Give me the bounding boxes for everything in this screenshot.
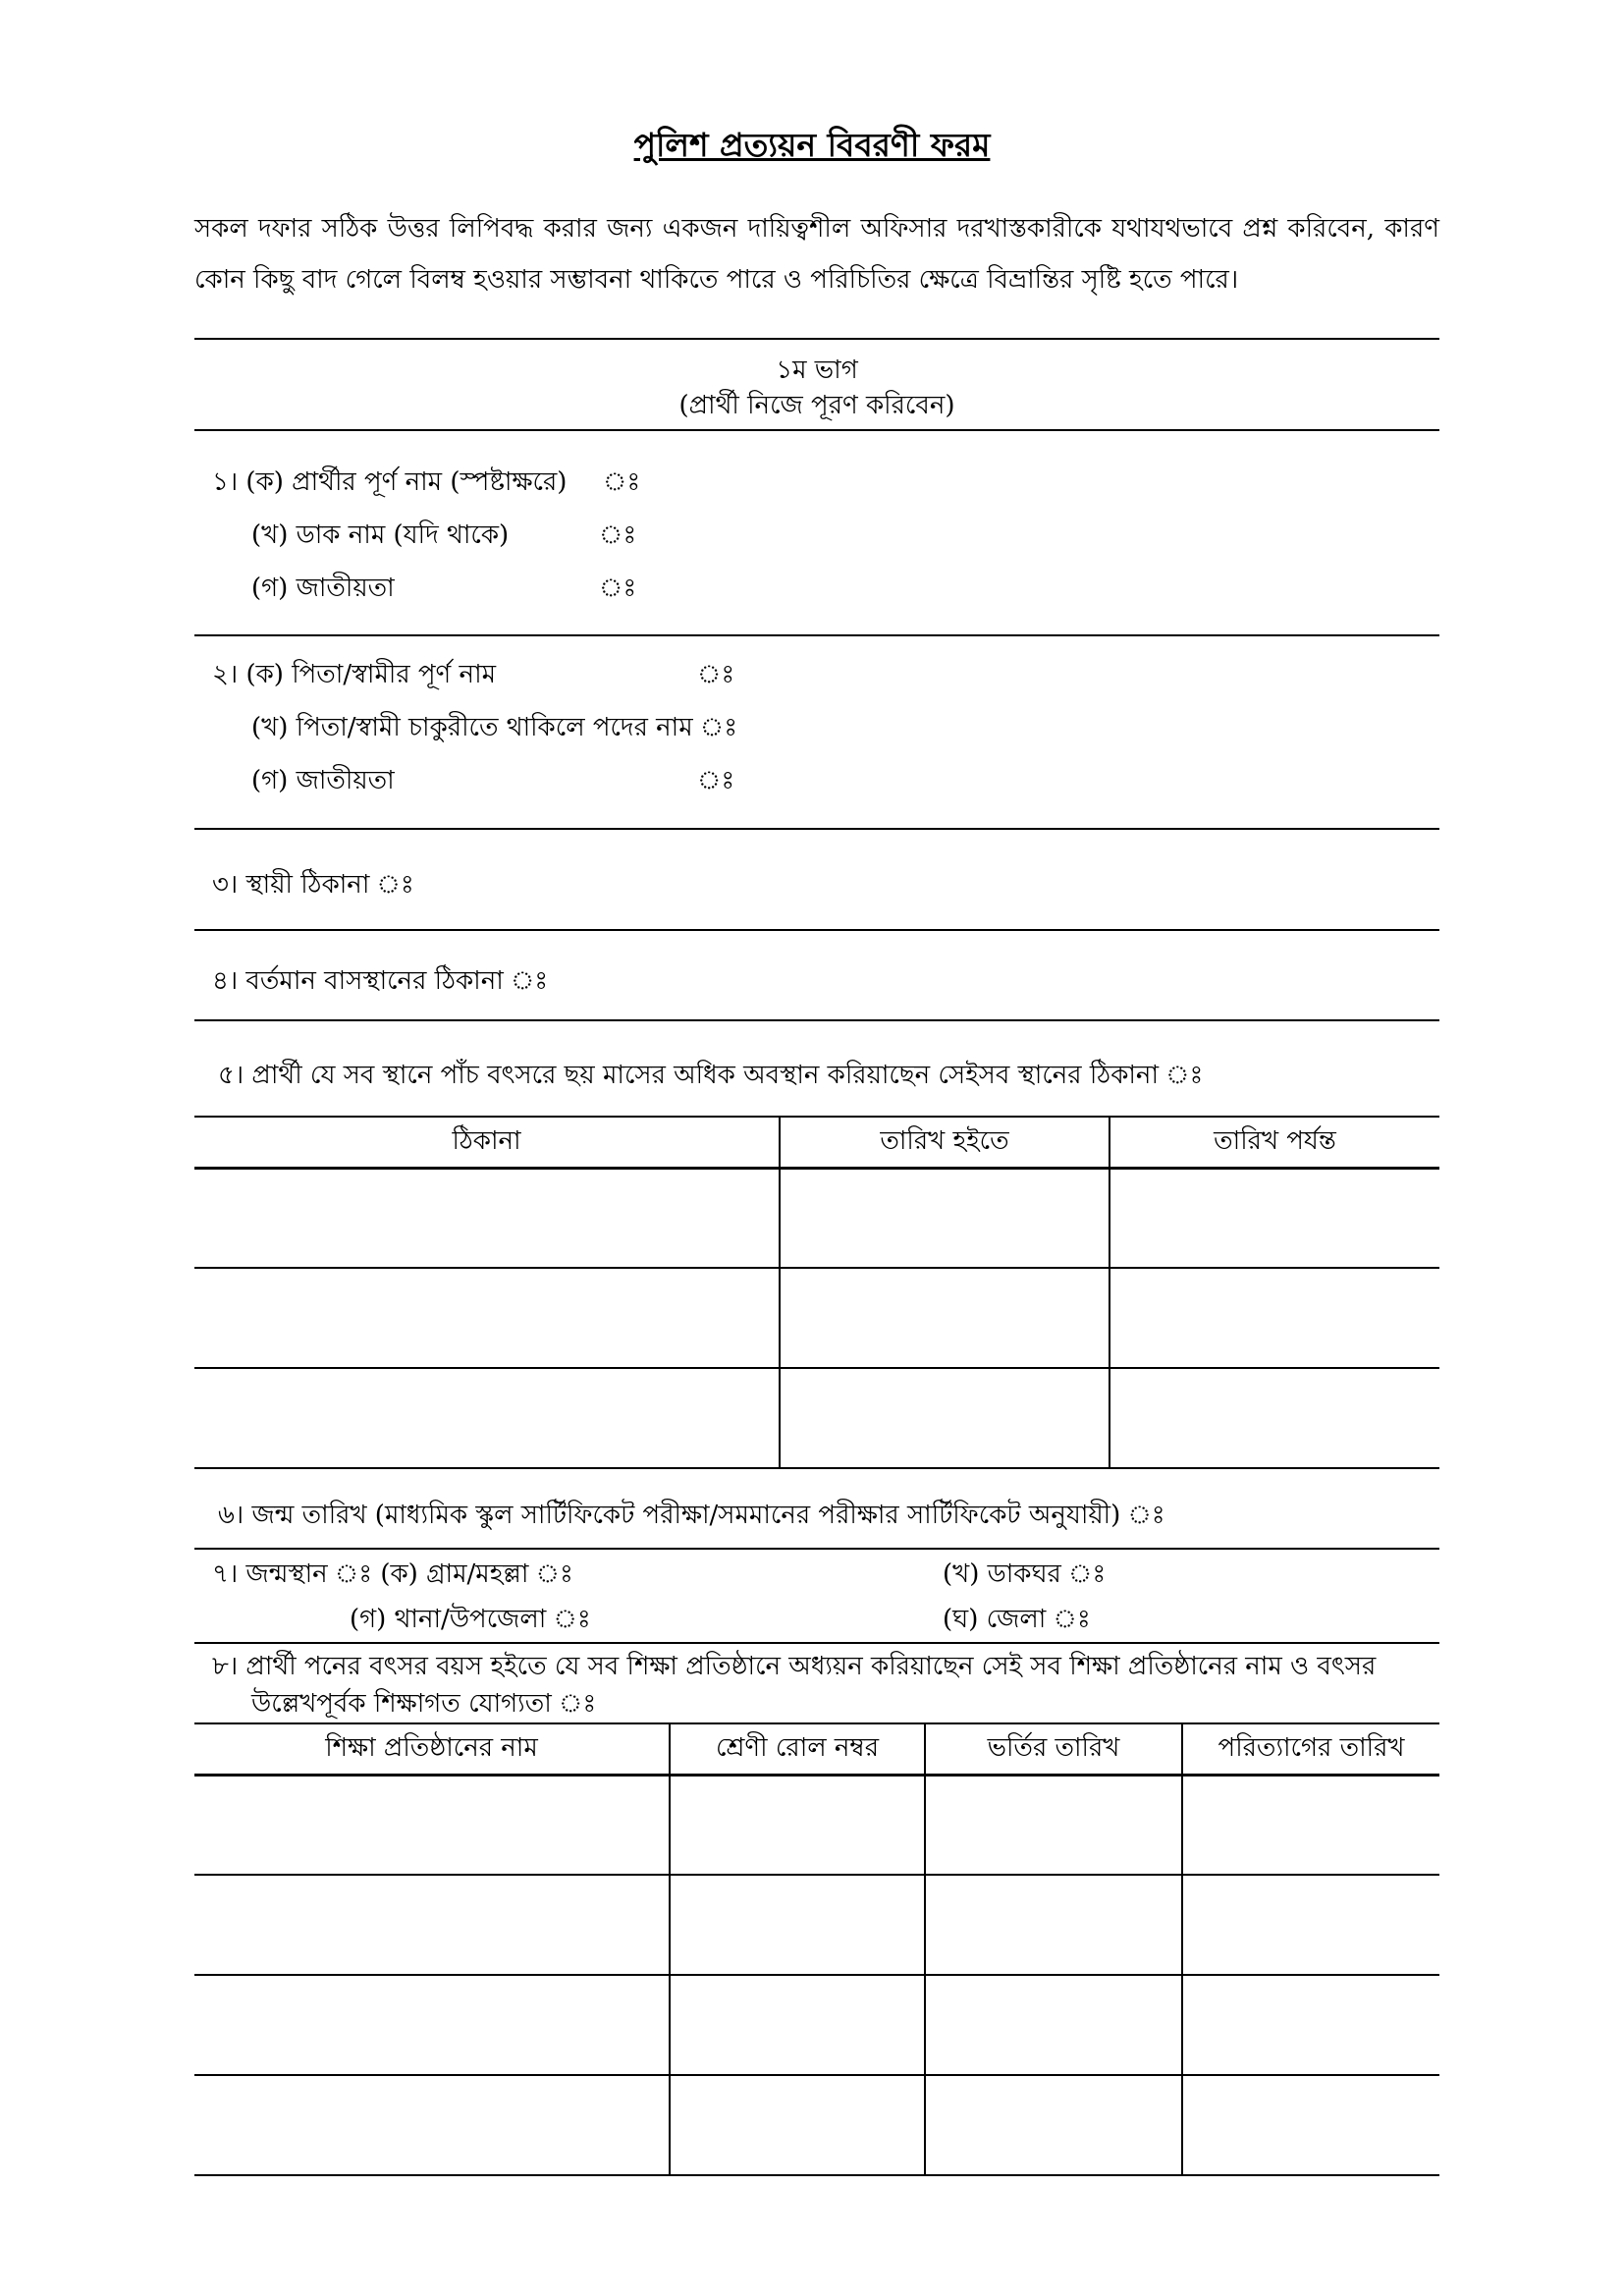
table-cell[interactable] xyxy=(194,2075,670,2175)
table-cell[interactable] xyxy=(670,1875,925,1975)
q5-residence-label: ৫। প্রার্থী যে সব স্থানে পাঁচ বৎসরে ছয় মাসের অধিক অবস্থান করিয়াছেন সেইসব স্থানের ঠিকানা ঃ xyxy=(218,1061,1204,1090)
q7-thana-label: (গ) থানা/উপজেলা ঃ xyxy=(350,1605,591,1634)
divider xyxy=(194,1019,1439,1021)
q8-education-label-line-2: উল্লেখপূর্বক শিক্ষাগত যোগ্যতা ঃ xyxy=(251,1689,597,1719)
divider xyxy=(194,828,1439,830)
table-cell[interactable] xyxy=(194,1775,670,1875)
table-cell[interactable] xyxy=(1182,2075,1439,2175)
form-title: পুলিশ প্রত্যয়ন বিবরণী ফরম xyxy=(633,126,991,164)
q8-education-label-line-1: ৮। প্রার্থী পনের বৎসর বয়স হইতে যে সব শিক্ষা প্রতিষ্ঠানে অধ্যয়ন করিয়াছেন সেই সব শিক্ষা প্রতিষ্ঠানের নাম ও বৎসর xyxy=(212,1652,1377,1681)
divider xyxy=(194,929,1439,931)
residence-table xyxy=(194,1116,1439,1469)
table-cell[interactable] xyxy=(780,1368,1110,1468)
table-row xyxy=(194,1368,1439,1468)
table-row xyxy=(194,1975,1439,2075)
table-cell[interactable] xyxy=(925,1875,1182,1975)
q7-district-label: (ঘ) জেলা ঃ xyxy=(943,1605,1091,1634)
q3-permanent-address-label: ৩। স্থায়ী ঠিকানা ঃ xyxy=(212,870,414,900)
table-row xyxy=(194,1268,1439,1368)
q1-nationality-label: (গ) জাতীয়তা xyxy=(251,574,395,603)
divider xyxy=(194,1548,1439,1550)
table-cell[interactable] xyxy=(194,1368,780,1468)
table-cell[interactable] xyxy=(925,1775,1182,1875)
table-cell[interactable] xyxy=(1182,1975,1439,2075)
education-header-class-roll: শ্রেণী রোল নম্বর xyxy=(670,1723,925,1775)
table-cell[interactable] xyxy=(1110,1268,1439,1368)
q1-nickname-label: (খ) ডাক নাম (যদি থাকে) xyxy=(251,520,510,550)
table-cell[interactable] xyxy=(194,1975,670,2075)
table-cell[interactable] xyxy=(670,2075,925,2175)
education-header-leaving-date: পরিত্যাগের তারিখ xyxy=(1182,1723,1439,1775)
table-row xyxy=(194,1775,1439,1875)
table-cell[interactable] xyxy=(670,1975,925,2075)
table-cell[interactable] xyxy=(925,2075,1182,2175)
table-cell[interactable] xyxy=(780,1168,1110,1268)
education-table xyxy=(194,1722,1439,2176)
q7-village-label: ৭। জন্মস্থান ঃ (ক) গ্রাম/মহল্লা ঃ xyxy=(212,1559,573,1589)
divider xyxy=(194,1642,1439,1644)
q1-full-name-colon: ঃ xyxy=(603,467,641,497)
q2-nationality-colon: ঃ xyxy=(697,766,735,795)
table-row xyxy=(194,1168,1439,1268)
q1-full-name-label: ১। (ক) প্রার্থীর পূর্ণ নাম (স্পষ্টাক্ষরে) xyxy=(212,467,568,497)
table-cell[interactable] xyxy=(670,1775,925,1875)
table-cell[interactable] xyxy=(780,1268,1110,1368)
education-header-admission-date: ভর্তির তারিখ xyxy=(925,1723,1182,1775)
residence-header-from-date: তারিখ হইতে xyxy=(780,1117,1110,1168)
residence-header-to-date: তারিখ পর্যন্ত xyxy=(1110,1117,1439,1168)
table-cell[interactable] xyxy=(1110,1168,1439,1268)
education-header-institution: শিক্ষা প্রতিষ্ঠানের নাম xyxy=(194,1723,670,1775)
q2-father-post-label: (খ) পিতা/স্বামী চাকুরীতে থাকিলে পদের নাম ঃ xyxy=(251,713,738,742)
q2-father-name-colon: ঃ xyxy=(697,660,735,689)
table-cell[interactable] xyxy=(1182,1775,1439,1875)
residence-header-address: ঠিকানা xyxy=(194,1117,780,1168)
q4-present-address-label: ৪। বর্তমান বাসস্থানের ঠিকানা ঃ xyxy=(212,966,549,996)
table-cell[interactable] xyxy=(1110,1368,1439,1468)
divider xyxy=(194,338,1439,340)
table-cell[interactable] xyxy=(194,1268,780,1368)
part-title: ১ম ভাগ xyxy=(776,355,858,385)
q2-nationality-label: (গ) জাতীয়তা xyxy=(251,766,395,795)
q7-post-office-label: (খ) ডাকঘর ঃ xyxy=(943,1559,1107,1589)
table-cell[interactable] xyxy=(194,1168,780,1268)
table-cell[interactable] xyxy=(925,1975,1182,2075)
table-row xyxy=(194,2075,1439,2175)
table-cell[interactable] xyxy=(194,1875,670,1975)
table-cell[interactable] xyxy=(1182,1875,1439,1975)
intro-text-line-2: কোন কিছু বাদ গেলে বিলম্ব হওয়ার সম্ভাবনা থাকিতে পারে ও পরিচিতির ক্ষেত্রে বিভ্রান্তির সৃষ্টি হতে পারে। xyxy=(194,265,1239,295)
q1-nickname-colon: ঃ xyxy=(599,520,637,550)
part-subtitle: (প্রার্থী নিজে পূরণ করিবেন) xyxy=(678,391,955,420)
q6-date-of-birth-label: ৬। জন্ম তারিখ (মাধ্যমিক স্কুল সার্টিফিকেট পরীক্ষা/সমমানের পরীক্ষার সার্টিফিকেট অনুযায়ী) ঃ xyxy=(218,1501,1165,1530)
q1-nationality-colon: ঃ xyxy=(599,574,637,603)
q2-father-name-label: ২। (ক) পিতা/স্বামীর পূর্ণ নাম xyxy=(212,660,497,689)
intro-text-line-1: সকল দফার সঠিক উত্তর লিপিবদ্ধ করার জন্য একজন দায়িত্বশীল অফিসার দরখাস্তকারীকে যথাযথভাবে প্রশ্ন করিবেন, কারণ xyxy=(194,214,1439,244)
table-row xyxy=(194,1875,1439,1975)
divider xyxy=(194,429,1439,431)
divider xyxy=(194,634,1439,636)
